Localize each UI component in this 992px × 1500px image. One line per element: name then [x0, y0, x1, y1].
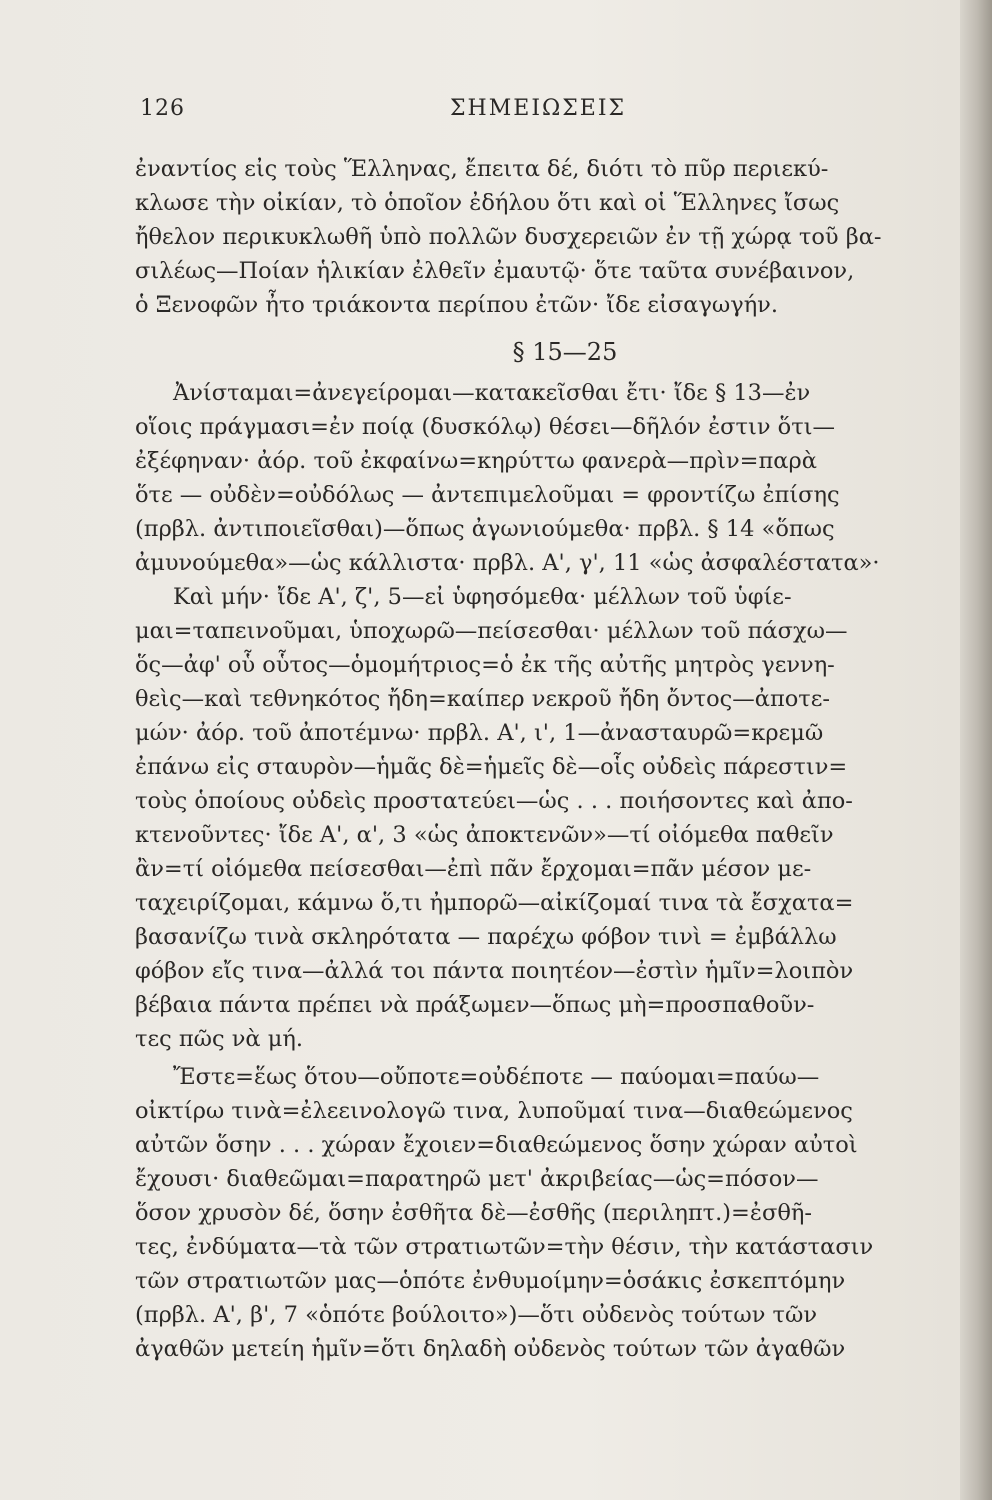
section-heading: § 15—25	[512, 338, 618, 366]
notes-body	[135, 152, 955, 1366]
text-line: ὁ Ξενοφῶν ἦτο τριάκοντα περίπου ἐτῶν· ἴδε εἰσαγωγήν.	[135, 292, 779, 318]
text-line: Ἔστε=ἕως ὅτου—οὔποτε=οὐδέποτε — παύομαι=παύω—	[173, 1064, 820, 1090]
text-line: ἐπάνω εἰς σταυρὸν—ἡμᾶς δὲ=ἡμεῖς δὲ—οἷς οὐδεὶς πάρεστιν=	[135, 754, 848, 780]
text-line: ἐξέφηναν· ἀόρ. τοῦ ἐκφαίνω=κηρύττω φανερὰ—πρὶν=παρὰ	[135, 448, 817, 474]
text-line: Ἀνίσταμαι=ἀνεγείρομαι—κατακεῖσθαι ἔτι· ἴδε § 13—ἐν	[173, 380, 811, 406]
text-line: ἀμυνούμεθα»—ὡς κάλλιστα· πρβλ. Α', γ', 11 «ὡς ἀσφαλέστατα»·	[135, 550, 880, 576]
text-line: ἀγαθῶν μετείη ἡμῖν=ὅτι δηλαδὴ οὐδενὸς τούτων τῶν ἀγαθῶν	[135, 1336, 846, 1362]
text-line: μών· ἀόρ. τοῦ ἀποτέμνω· πρβλ. Α', ι', 1—ἀνασταυρῶ=κρεμῶ	[135, 720, 824, 746]
text-line: ὅς—ἀφ' οὗ οὗτος—ὁμομήτριος=ὁ ἐκ τῆς αὐτῆς μητρὸς γεννη-	[135, 652, 835, 678]
text-line: φόβον εἴς τινα—ἀλλά τοι πάντα ποιητέον—ἐστὶν ἡμῖν=λοιπὸν	[135, 958, 854, 984]
text-line: τῶν στρατιωτῶν μας—ὁπότε ἐνθυμοίμην=ὁσάκις ἐσκεπτόμην	[135, 1268, 846, 1294]
paragraph-4	[135, 1060, 955, 1366]
text-line: τες, ἐνδύματα—τὰ τῶν στρατιωτῶν=τὴν θέσιν, τὴν κατάστασιν	[135, 1234, 874, 1260]
text-line: ὅσον χρυσὸν δέ, ὅσην ἐσθῆτα δὲ—ἐσθῆς (περιληπτ.)=ἐσθῆ-	[135, 1200, 812, 1226]
text-line: τες πῶς νὰ μή.	[135, 1026, 304, 1052]
paragraph-1	[135, 152, 955, 322]
paragraph-3	[135, 580, 955, 1056]
text-line: οἰκτίρω τινὰ=ἐλεεινολογῶ τινα, λυποῦμαί τινα—διαθεώμενος	[135, 1098, 853, 1124]
text-line: τοὺς ὁποίους οὐδεὶς προστατεύει—ὡς . . . ποιήσοντες καὶ ἀπο-	[135, 788, 853, 814]
text-line: αὐτῶν ὅσην . . . χώραν ἔχοιεν=διαθεώμενος ὅσην χώραν αὐτοὶ	[135, 1132, 858, 1158]
text-line: ἂν=τί οἰόμεθα πείσεσθαι—ἐπὶ πᾶν ἔρχομαι=πᾶν μέσον με-	[135, 856, 812, 882]
text-line: (πρβλ. Α', β', 7 «ὁπότε βούλοιτο»)—ὅτι οὐδενὸς τούτων τῶν	[135, 1302, 818, 1328]
text-line: ἐναντίος εἰς τοὺς Ἕλληνας, ἔπειτα δέ, διότι τὸ πῦρ περιεκύ-	[135, 156, 829, 182]
text-line: κλωσε τὴν οἰκίαν, τὸ ὁποῖον ἐδήλου ὅτι καὶ οἱ Ἕλληνες ἴσως	[135, 190, 840, 216]
book-spine-edge	[960, 0, 992, 1500]
text-line: Καὶ μήν· ἴδε Α', ζ', 5—εἰ ὑφησόμεθα· μέλλων τοῦ ὑφίε-	[173, 584, 792, 610]
text-line: σιλέως—Ποίαν ἡλικίαν ἐλθεῖν ἐμαυτῷ· ὅτε ταῦτα συνέβαινον,	[135, 258, 855, 284]
text-line: (πρβλ. ἀντιποιεῖσθαι)—ὅπως ἀγωνιούμεθα· πρβλ. § 14 «ὅπως	[135, 516, 835, 542]
text-line: κτενοῦντες· ἴδε Α', α', 3 «ὡς ἀποκτενῶν»—τί οἰόμεθα παθεῖν	[135, 822, 834, 848]
text-line: ὅτε — οὐδὲν=οὐδόλως — ἀντεπιμελοῦμαι = φροντίζω ἐπίσης	[135, 482, 840, 508]
page-number: 126	[140, 96, 185, 121]
text-line: ἤθελον περικυκλωθῆ ὑπὸ πολλῶν δυσχερειῶν ἐν τῇ χώρᾳ τοῦ βα-	[135, 224, 882, 250]
text-line: θεὶς—καὶ τεθνηκότος ἤδη=καίπερ νεκροῦ ἤδη ὄντος—ἀποτε-	[135, 686, 830, 712]
text-line: βασανίζω τινὰ σκληρότατα — παρέχω φόβον τινὶ = ἐμβάλλω	[135, 924, 837, 950]
text-line: ἔχουσι· διαθεῶμαι=παρατηρῶ μετ' ἀκριβείας—ὡς=πόσον—	[135, 1166, 819, 1192]
page-header	[140, 96, 940, 132]
text-line: μαι=ταπεινοῦμαι, ὑποχωρῶ—πείσεσθαι· μέλλων τοῦ πάσχω—	[135, 618, 848, 644]
paragraph-2	[135, 376, 955, 580]
text-line: οἵοις πράγμασι=ἐν ποίᾳ (δυσκόλῳ) θέσει—δῆλόν ἐστιν ὅτι—	[135, 414, 835, 440]
text-line: βέβαια πάντα πρέπει νὰ πράξωμεν—ὅπως μὴ=προσπαθοῦν-	[135, 992, 815, 1018]
text-line: ταχειρίζομαι, κάμνω ὅ,τι ἠμπορῶ—αἰκίζομαί τινα τὰ ἔσχατα=	[135, 890, 854, 916]
running-title: ΣΗΜΕΙΩΣΕΙΣ	[450, 96, 627, 121]
